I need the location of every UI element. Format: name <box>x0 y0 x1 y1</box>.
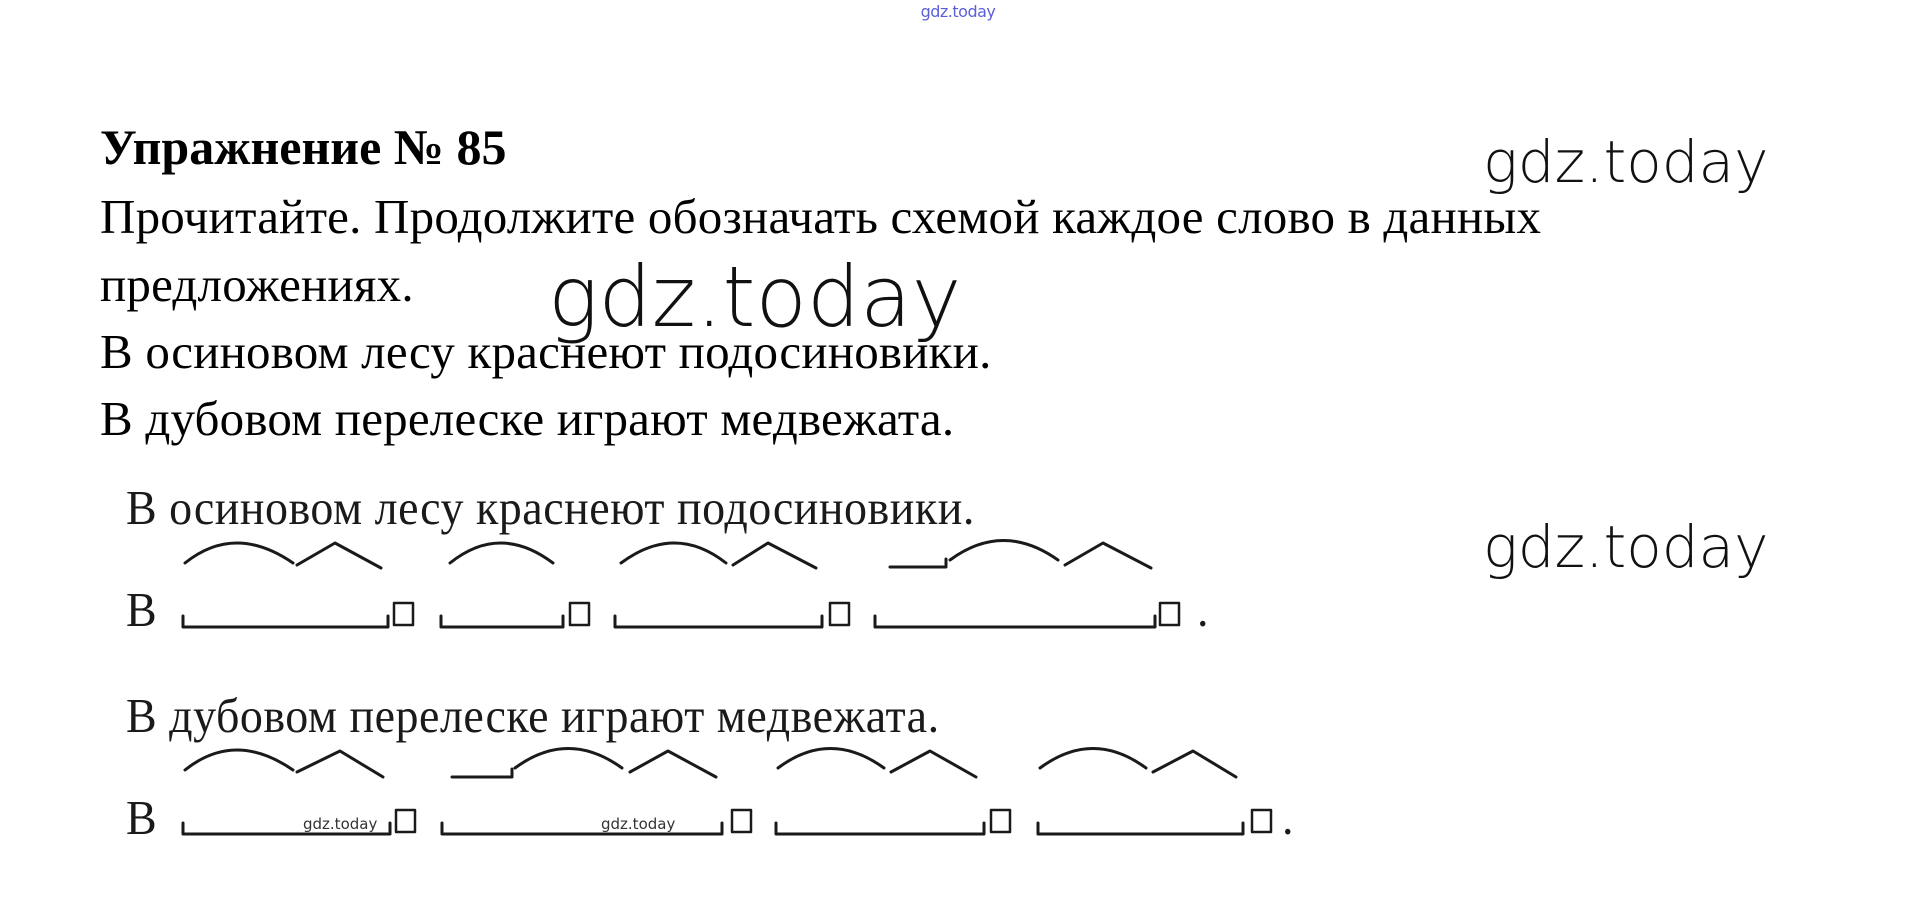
prefix-mark <box>890 559 946 567</box>
root-arc <box>621 543 726 563</box>
scheme-2-word-4-marks <box>1040 749 1236 778</box>
stem-line <box>615 616 822 627</box>
scheme-1-word-2-marks <box>450 543 553 563</box>
scheme-2-word-3-stem <box>776 810 1010 834</box>
root-arc <box>778 749 884 769</box>
stem-line <box>183 823 390 834</box>
ending-box <box>570 603 589 625</box>
ending-box <box>1252 810 1271 832</box>
watermark-small-1: gdz.today <box>303 815 378 833</box>
scheme-1-word-3-stem <box>615 603 849 627</box>
scheme-2-word-1-stem <box>183 810 415 834</box>
watermark-top: gdz.today <box>920 2 996 21</box>
scheme-2-word-2-stem <box>442 810 751 834</box>
scheme-1-word-2-stem <box>441 603 589 627</box>
root-arc <box>515 749 622 769</box>
stem-line <box>776 823 984 834</box>
watermark-right-upper: gdz.today <box>1483 128 1769 196</box>
scheme-1-word-4-marks <box>890 541 1151 569</box>
ending-box <box>732 810 751 832</box>
instruction-line-2: предложениях. <box>100 257 414 312</box>
watermark-small-2: gdz.today <box>601 815 676 833</box>
scheme-2-end-period: . <box>1282 791 1294 845</box>
suffix-caret <box>1065 543 1151 568</box>
sentence-1: В осиновом лесу краснеют подосиновики. <box>100 324 992 379</box>
stem-line <box>183 616 388 627</box>
suffix-caret <box>891 751 976 777</box>
sentence-2: В дубовом перелеске играют медвежата. <box>100 391 955 446</box>
scheme-1-word-3-marks <box>621 543 816 568</box>
scheme-1-end-period: . <box>1197 583 1209 637</box>
scheme-2-word-4-stem <box>1038 810 1271 834</box>
scheme-1-word-1-stem <box>183 603 413 627</box>
ending-box <box>830 603 849 625</box>
instruction-line-1: Прочитайте. Продолжите обозначать схемой каждое слово в данных <box>100 189 1542 244</box>
suffix-caret <box>1153 751 1236 777</box>
root-arc <box>185 543 293 563</box>
ending-box <box>1160 603 1179 625</box>
scheme-2-word-3-marks <box>778 749 976 778</box>
suffix-caret <box>297 543 381 568</box>
ending-box <box>991 810 1010 832</box>
scheme-1-sentence: В осиновом лесу краснеют подосиновики. <box>126 481 975 535</box>
scheme-2-word-1-marks <box>185 750 383 777</box>
stem-line <box>1038 823 1243 834</box>
scheme-2-preposition: В <box>126 791 158 845</box>
ending-box <box>394 603 413 625</box>
root-arc <box>1040 749 1146 769</box>
suffix-caret <box>733 543 816 568</box>
scheme-1-preposition: В <box>126 583 158 637</box>
watermark-right-lower: gdz.today <box>1483 513 1769 581</box>
exercise-title: Упражнение № 85 <box>100 119 507 175</box>
scheme-2-word-2-marks <box>452 749 716 778</box>
stem-line <box>875 616 1155 627</box>
scheme-2-sentence: В дубовом перелеске играют медвежата. <box>126 689 940 743</box>
suffix-caret <box>630 751 716 777</box>
scheme-1-word-4-stem <box>875 603 1179 627</box>
scheme-1-word-1-marks <box>185 543 381 568</box>
root-arc <box>450 543 553 563</box>
stem-line <box>441 616 563 627</box>
suffix-caret <box>297 751 383 777</box>
root-arc <box>185 750 293 770</box>
watermark-middle: gdz.today <box>548 248 962 346</box>
ending-box <box>396 810 415 832</box>
stem-line <box>442 823 722 834</box>
root-arc <box>950 541 1058 561</box>
prefix-mark <box>452 769 512 777</box>
